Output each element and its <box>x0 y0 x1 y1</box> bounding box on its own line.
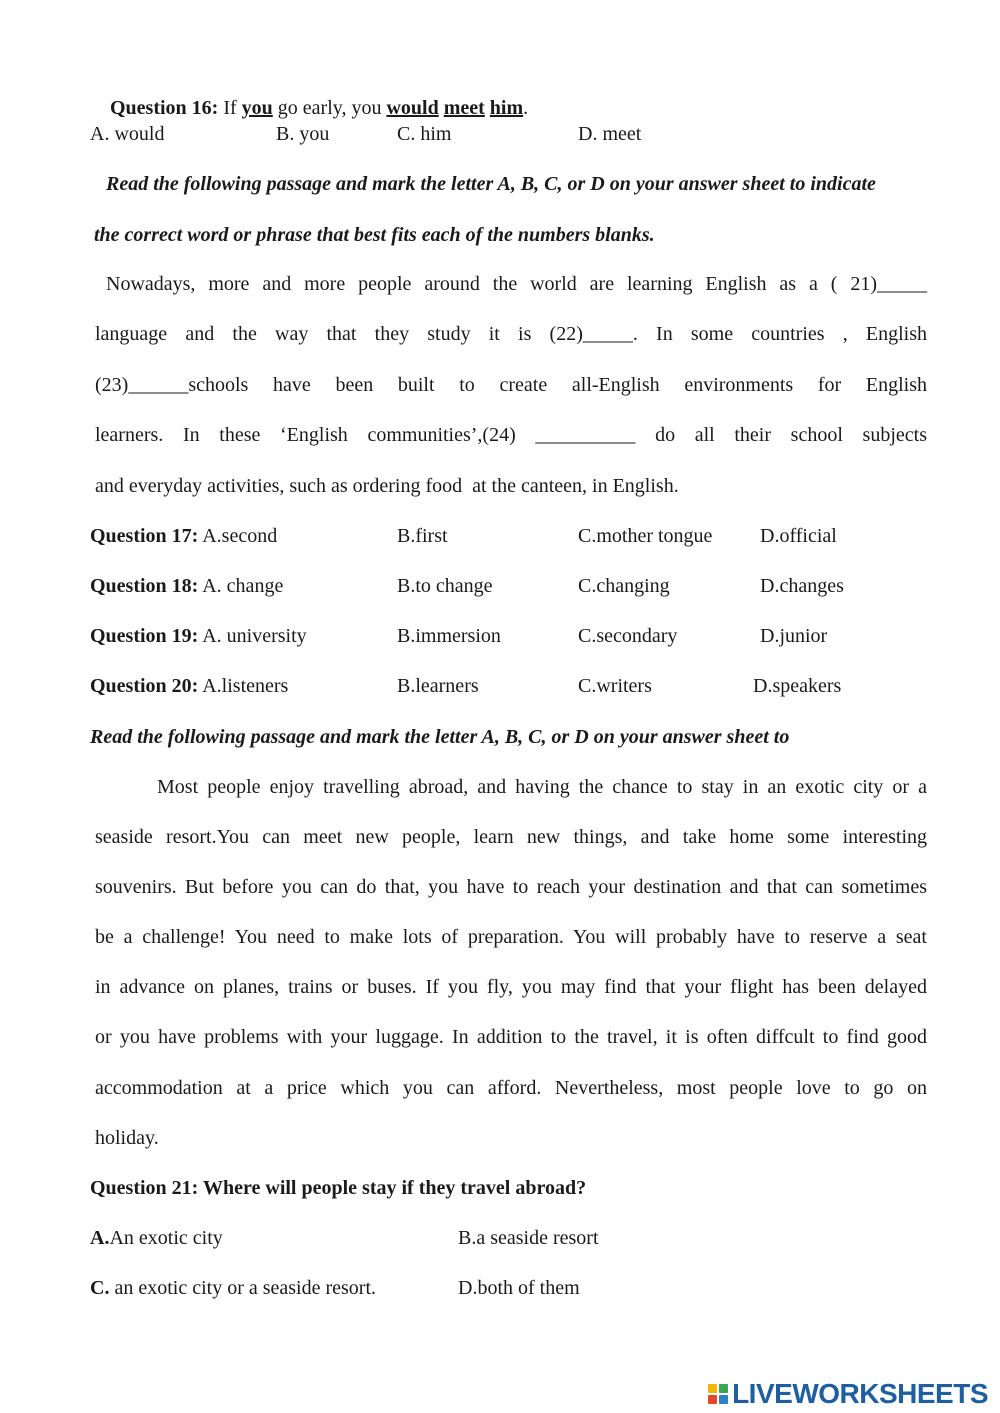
q21-option-a[interactable] <box>90 1226 223 1250</box>
option-b[interactable]: B.to change <box>397 575 493 597</box>
q16-text: go early, you <box>272 97 387 119</box>
q16-text: If <box>218 97 242 119</box>
passage-1-line: (23)______schools have been built to create all-English environments for English <box>95 374 927 396</box>
passage-2-line: seaside resort.You can meet new people, learn new things, and take home some interesting <box>95 826 927 848</box>
passage-2-line: in advance on planes, trains or buses. If you fly, you may find that your flight has been delayed <box>95 976 927 998</box>
q16-word-him: him <box>489 97 524 119</box>
option-a[interactable]: A. change <box>198 575 284 597</box>
passage-1-line: Nowadays, more and more people around the world are learning English as a ( 21)_____ <box>106 273 927 295</box>
q21-option-b[interactable]: B.a seaside resort <box>458 1227 599 1249</box>
passage-1-line: language and the way that they study it is (22)_____. In some countries , English <box>95 323 927 345</box>
passage-2-line: accommodation at a price which you can afford. Nevertheless, most people love to go on <box>95 1077 927 1099</box>
q16-option-c[interactable]: C. him <box>397 123 452 145</box>
option-d[interactable]: D.junior <box>760 625 828 647</box>
question-label: Question 19: <box>90 625 199 647</box>
option-text: an exotic city or a seaside resort. <box>109 1277 377 1299</box>
option-text: An exotic city <box>109 1227 223 1249</box>
option-a[interactable]: A.listeners <box>198 675 289 697</box>
liveworksheets-logo-icon <box>708 1384 728 1404</box>
instruction-1-line-2: the correct word or phrase that best fits each of the numbers blanks. <box>94 224 655 246</box>
passage-2-line: Most people enjoy travelling abroad, and having the chance to stay in an exotic city or a <box>157 776 927 798</box>
option-letter: C. <box>90 1277 110 1299</box>
option-letter: A. <box>90 1227 110 1249</box>
option-c[interactable]: C.mother tongue <box>578 525 713 547</box>
passage-1-line: and everyday activities, such as ordering food at the canteen, in English. <box>95 475 679 497</box>
question-label: Question 18: <box>90 575 199 597</box>
instruction-2: Read the following passage and mark the letter A, B, C, or D on your answer sheet to <box>90 726 790 748</box>
question-21: Question 21: Where will people stay if they travel abroad? <box>90 1177 587 1199</box>
option-a[interactable]: A.second <box>198 525 278 547</box>
option-c[interactable]: C.writers <box>578 675 652 697</box>
question-label: Question 20: <box>90 675 199 697</box>
passage-1-line: learners. In these ‘English communities’,(24) __________ do all their school subjects <box>95 424 927 446</box>
option-c[interactable]: C.secondary <box>578 625 678 647</box>
option-b[interactable]: B.immersion <box>397 625 501 647</box>
q16-word-you: you <box>241 97 273 119</box>
passage-2-line: be a challenge! You need to make lots of preparation. You will probably have to reserve a seat <box>95 926 927 948</box>
option-d[interactable]: D.official <box>760 525 837 547</box>
question-label: Question 17: <box>90 525 199 547</box>
q16-option-b[interactable]: B. you <box>276 123 330 145</box>
q21-option-d[interactable]: D.both of them <box>458 1277 580 1299</box>
q16-text: . <box>523 97 529 119</box>
passage-2-line: souvenirs. But before you can do that, you have to reach your destination and that can sometimes <box>95 876 927 898</box>
passage-2-line: or you have problems with your luggage. In addition to the travel, it is often diffcult to find good <box>95 1026 927 1048</box>
option-d[interactable]: D.changes <box>760 575 844 597</box>
passage-2-line: holiday. <box>95 1127 159 1149</box>
instruction-1-line-1: Read the following passage and mark the letter A, B, C, or D on your answer sheet to indicate <box>106 173 876 195</box>
watermark-text: LIVEWORKSHEETS <box>732 1378 988 1409</box>
liveworksheets-watermark <box>708 1378 988 1410</box>
q16-word-would: would <box>386 97 439 119</box>
q16-option-a[interactable]: A. would <box>90 123 165 145</box>
option-b[interactable]: B.learners <box>397 675 479 697</box>
q16-word-meet: meet <box>443 97 485 119</box>
q21-option-c[interactable] <box>90 1276 376 1300</box>
option-a[interactable]: A. university <box>198 625 307 647</box>
q16-option-d[interactable]: D. meet <box>578 123 642 145</box>
question-16-label: Question 16: <box>110 97 219 119</box>
option-d[interactable]: D.speakers <box>753 675 842 697</box>
option-b[interactable]: B.first <box>397 525 448 547</box>
option-c[interactable]: C.changing <box>578 575 670 597</box>
